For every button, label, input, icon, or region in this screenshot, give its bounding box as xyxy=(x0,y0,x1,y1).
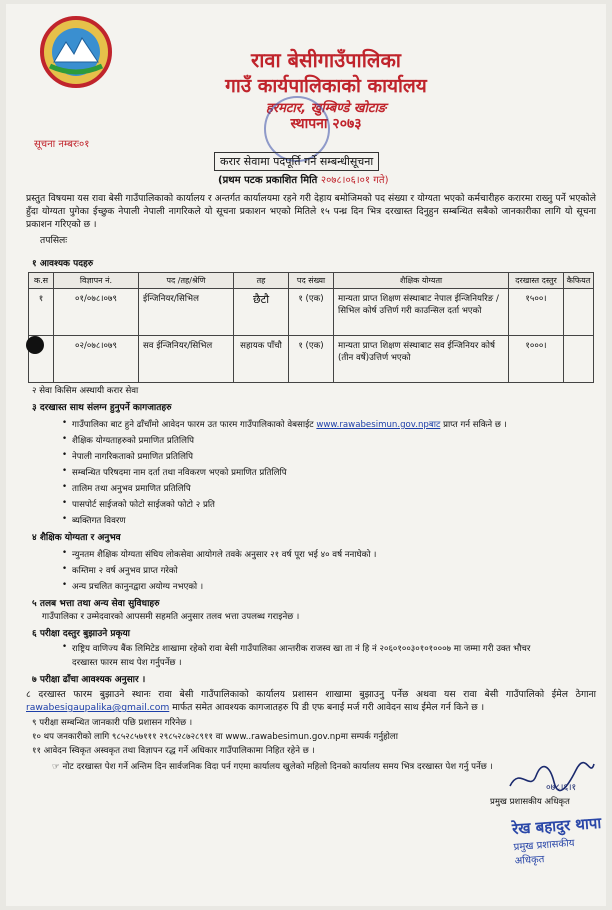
cell-fee: १५००। xyxy=(509,289,564,336)
table-row xyxy=(29,336,594,383)
section-exam-fee: ६ परीक्षा दस्तुर बुझाउने प्रकृया xyxy=(32,629,130,639)
col-header-remarks: कैफियत xyxy=(564,273,594,289)
header-municipality-name: रावा बेसीगाउँपालिका xyxy=(251,48,401,72)
cell-remarks xyxy=(564,289,594,336)
salary-text: गाउँपालिका र उम्मेदवारको आपसमी सहमति अनुसार तलव भत्ता उपलब्ध गराइनेछ । xyxy=(42,612,300,622)
submission-place-text: ८ दरखास्त फारम बुझाउने स्थानः रावा बेसी गाउँपालिकाको कार्यालय प्रशासन शाखामा बुझाउनु पर्नेछ अथवा यस रावा बेसी गाउँपालिको ईमेल ठेगाना xyxy=(26,689,596,700)
email-link[interactable]: rawabesigaupalika@gmail.com xyxy=(26,702,170,713)
doc-bullet-photo: • पासपोर्ट साईजको फोटो साईजको फोटो २ प्रति xyxy=(72,498,215,510)
col-header-level: तह xyxy=(234,273,289,289)
cell-post: सव ईन्जिनियर/सिभिल xyxy=(139,336,234,383)
cell-level: छैटौ xyxy=(234,289,289,336)
cell-level: सहायक पाँचौ xyxy=(234,336,289,383)
item-rights: ११ आवेदन स्विकृत अस्वकृत तथा विज्ञापन रद्ध गर्ने अधिकार गाउँपालिकामा निहित रहेने छ । xyxy=(32,746,315,756)
doc-bullet-form-text: गाउँपालिका बाट हुने ढाँचाँमो आवेदन फारम उत फारम गाउँपालिकाको वेबसाईट xyxy=(72,420,314,430)
exam-fee-text: • राष्ट्रिय वाणिज्य बैंक लिमिटेड शाखामा रहेको रावा बेसी गाउँपालिका आन्तरीक राजस्व खा ता नं हि नं २०६०१००३०१०१०००७ मा जम्मा गरी उक्त भौचर xyxy=(72,642,592,654)
cell-qualification: मान्यता प्राप्त शिक्षण संस्थाबाट सव ईन्जिनियर कोर्ष (तीन वर्षे)उत्तिर्ण भएको xyxy=(334,336,509,383)
col-header-post: पद /तह/श्रेणि xyxy=(139,273,234,289)
notice-page xyxy=(6,4,606,906)
col-header-fee: दरखास्त दस्तुर xyxy=(509,273,564,289)
publication-date-line xyxy=(218,172,388,186)
item-exam-info: ९ परीक्षा सम्बन्धित जानकारी पछि प्रशासन गरिनेछ । xyxy=(32,718,193,728)
doc-bullet-citizenship: • नेपाली नागरिकताको प्रमाणित प्रतिलिपि xyxy=(72,450,193,462)
intro-paragraph: प्रस्तुत विषयमा यस रावा बेसी गाउँपालिकाको कार्यालय र अन्तर्गत कार्यालयमा रहने गरी देहाय बमोजिमको पद संख्या र योग्यता भएको कर्मचारीहरु करारमा राख्नु पर्ने भएकोले हुँदा योग्यता पुगेका ईच्छुक नेपाली नेपाली नागरिकले यो सूचना प्रकाशन भएको मितिले १५ पन्ध्र दिन भित्र दरखास्त दिनुहुन सम्बन्धित सबैको जानकारीका लागि यो सूचना प्रकाशन गरिएको छ । xyxy=(26,193,596,230)
item-submission-place xyxy=(26,688,596,714)
item-exam-format: ७ परीक्षा ढाँचा आवश्यक अनुसार । xyxy=(32,675,146,685)
exam-fee-text-cont: दरखास्त फारम साथ पेश गर्नुपर्नेछ । xyxy=(72,658,182,668)
item-contact: १० थप जनकारीको लागि ९८५२८५७१११ २९८५२८७२८९११ वा www..rawabesimun.gov.npमा सम्पर्क गर्नुहोला xyxy=(32,732,398,742)
publication-date: २०७८।०६।०१ गते) xyxy=(320,175,389,186)
notice-number: सूचना नम्बरः०१ xyxy=(34,139,90,150)
cell-remarks xyxy=(564,336,594,383)
punch-hole-mark xyxy=(26,336,44,354)
col-header-count: पद संख्या xyxy=(289,273,334,289)
qualification-bullet-experience: • कम्तिमा २ वर्ष अनुभव प्राप्त गरेको xyxy=(72,564,178,576)
qualification-bullet-legal: • अन्य प्रचलित कानुनद्वारा अयोग्य नभएको । xyxy=(72,580,203,592)
posts-table xyxy=(28,272,594,383)
signatory-seal-title: प्रमुख प्रशासकीय अधिकृत xyxy=(513,837,575,868)
cell-count: १ (एक) xyxy=(289,289,334,336)
doc-bullet-cv: • ब्यक्तिगत विवरण xyxy=(72,514,126,526)
cell-sn: १ xyxy=(29,289,54,336)
cell-ad-no: ०२/०७८।०७९ xyxy=(54,336,139,383)
section-salary: ५ तलब भत्ता तथा अन्य सेवा सुविधाहरु xyxy=(32,599,160,609)
table-header-row xyxy=(29,273,594,289)
note-body: नोट दरखास्त पेश गर्ने अन्तिम दिन सार्वजनिक विदा पर्न गएमा कार्यालय खुलेको महिलो दिनको कार्यालय समय भित्र दरखास्त पेश गर्नु पर्नेछ । xyxy=(62,762,493,772)
col-header-ad-no: विज्ञापन नं. xyxy=(54,273,139,289)
header-address: हरमटार, खुम्बिण्डे खोटाङ xyxy=(265,101,387,116)
section-required-posts: १ आवश्यक पदहरु xyxy=(32,259,94,269)
details-label: तपसिलः xyxy=(40,235,68,246)
section-qualification: ४ शैक्षिक योग्यता र अनुभव xyxy=(32,533,121,543)
header-established: स्थापना २०७३ xyxy=(290,116,362,132)
website-link[interactable]: www.rawabesimun.gov.npबाट xyxy=(316,420,441,430)
signatory-title: प्रमुख प्रशासकीय अधिकृत xyxy=(490,797,570,807)
handwritten-signature xyxy=(506,756,596,798)
doc-bullet-form xyxy=(72,418,507,430)
doc-bullet-training: • तालिम तथा अनुभव प्रमाणित प्रतिलिपि xyxy=(72,482,191,494)
municipality-logo-emblem xyxy=(40,16,112,88)
header-office-name: गाउँ कार्यपालिकाको कार्यालय xyxy=(225,75,427,97)
section-documents: ३ दरखास्त साथ संलग्न हुनुपर्ने कागजातहरु xyxy=(32,403,172,413)
col-header-sn: क.स xyxy=(29,273,54,289)
submission-place-end: मार्फत समेत आवश्यक कागजातहरु पि डी एफ बनाई मर्ज गरी आवेदन साथ ईमेल गर्न किने छ । xyxy=(172,702,485,713)
cell-ad-no: ०१/०७८।०७९ xyxy=(54,289,139,336)
doc-bullet-education: • शैक्षिक योग्यताहरुको प्रमाणित प्रतिलिपि xyxy=(72,434,194,446)
cell-qualification: मान्यता प्राप्त शिक्षण संस्थाबाट नेपाल ईन्जिनियरिङ /सिभिल कोर्ष उत्तिर्ण गरी काउन्सिल दर्ता भएको xyxy=(334,289,509,336)
note-text: ☞ नोट दरखास्त पेश गर्ने अन्तिम दिन सार्वजनिक विदा पर्न गएमा कार्यालय खुलेको महिलो दिनको कार्यालय समय भित्र दरखास्त पेश गर्नु पर्नेछ । xyxy=(52,762,493,772)
signatory-seal-name: रेख बहादुर थापा xyxy=(511,813,602,839)
table-row xyxy=(29,289,594,336)
doc-bullet-form-end: प्राप्त गर्न सकिने छ । xyxy=(443,420,507,430)
notice-title: करार सेवामा पदपूर्ति गर्ने सम्बन्धीसूचना xyxy=(214,152,379,171)
cell-fee: १०००। xyxy=(509,336,564,383)
item-service-type: २ सेवा किसिम अस्थायी करार सेवा xyxy=(32,386,139,396)
col-header-qualification: शैक्षिक योग्यता xyxy=(334,273,509,289)
cell-count: १ (एक) xyxy=(289,336,334,383)
doc-bullet-council: • सम्बन्धित परिषदमा नाम दर्ता तथा नविकरण भएको प्रमाणित प्रतिलिपि xyxy=(72,466,287,478)
cell-post: ईन्जिनियर/सिभिल xyxy=(139,289,234,336)
publication-label: (प्रथम पटक प्रकाशित मिति xyxy=(218,175,318,186)
svg-text:०७८।६।१: ०७८।६।१ xyxy=(546,783,577,793)
qualification-bullet-age: • न्युनतम शैक्षिक योग्यता संघिय लोकसेवा आयोगले तवके अनुसार २१ वर्ष पूरा भई ४० वर्ष ननाघेको । xyxy=(72,548,376,560)
